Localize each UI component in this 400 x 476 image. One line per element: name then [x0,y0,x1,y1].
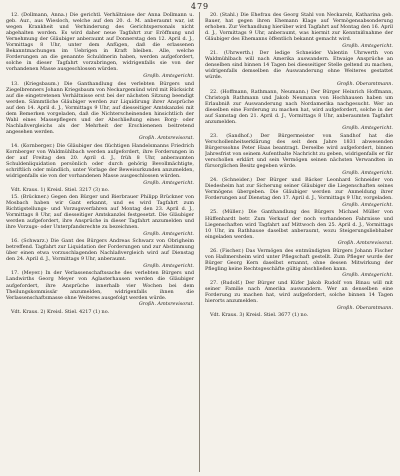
notice-entry: 26. (Fischer.) Das Vermögen des entmündigten Bürgers Johann Fischer von Haßmersheim wird unter Pflegschaft gestellt. Zum Pfleger wurde der Bürger Georg Kern daselbst ernannt, ohne dessen Mitwirkung der Pflegling keine Rechtsgeschäfte gültig abschließen kann. [205,247,393,272]
notice-entry: 12. (Dollmann, Anna.) Die gerichtl. Verhältnisse der Anna Dollmann u. geb. Aur., aus Wiesloch, welche auf den 20. d. M. anberaumt war, ist wegen Krankheit und Verhinderung des Gerichtspersonals nicht abgehalten worden. Es wird daher neue Tagfahrt zur Eröffnung und Vernehmung der Gläubiger anberaumt auf Donnerstag den 12. April d. J., Vormittags 8 Uhr, unter dem Anfügen, daß die erlassenen Bekanntmachungen im Uebrigen in Kraft bleiben. Alle, welche Forderungen an die genannte Schuldnerin haben, werden aufgefordert, solche in dieser Tagfahrt vorzubringen, widrigenfalls sie von der vorhandenen Masse ausgeschlossen würden. [6,12,194,73]
notice-signature: Großh. Amtsgericht. [342,201,393,208]
notice-entry: 16. (Schwarz.) Die Gant des Bürgers Andreas Schwarz von Obrigheim betreffend. Tagfahrt zur Liquidation der Forderungen und zur Abstimmung über einen etwa vorzuschlagenden Nachlaßvergleich wird auf Dienstag den 24. April d. J., Vormittags 9 Uhr, anberaumt. [6,238,194,263]
notice-entry: 21. (Uhrwerth.) Der ledige Schneider Valentin Uhrwerth von Waldmühlbach will nach Amerika auswandern. Etwaige Ansprüche an denselben sind binnen 14 Tagen bei diesseitiger Stelle geltend zu machen, widrigenfalls demselben die Auswanderung ohne Weiteres gestattet würde. [205,50,393,81]
notice-signature: Großh. Amtsgericht. [143,262,194,269]
notice-signature: Großh. Amtsrevisorat. [337,240,393,247]
notice-signature: Großh. Amtsgericht. [342,169,393,176]
notice-entry: 13. (Kriegsbaum.) Die Ganthandlung des verlebten Bürgers und Ziegelbrenners Johann Kriegsbaum von Neckargemünd wird mit Rücksicht auf die eingetretenen Verhältnisse erst bei der nächsten Sitzung beendigt werden. Sämmtliche Gläubiger werden zur Liquidirung ihrer Ansprüche auf den 14. April d. J., Vormittags 9 Uhr, auf diesseitiger Amtskanzlei mit dem Bemerken vorgeladen, daß die Nichterscheinenden hinsichtlich der Wahl eines Massepflegers und der Abschließung eines Borg- oder Nachlaßvergleichs als der Mehrheit der Erschienenen beitretend angesehen werden. [6,80,194,135]
notice-entry: 15. (Brückner.) Gegen den Bürger und Bierbrauer Philipp Brückner von Mosbach haben wir Gant erkannt, und es wird Tagfahrt zum Richtigstellungs- und Vorzugsverfahren auf Montag den 23. April d. J., Vormittags 8 Uhr, auf diesseitiger Amtskanzlei festgesetzt. Die Gläubiger werden aufgefordert, ihre Ansprüche in dieser Tagfahrt anzumelden und ihre Vorzugs- oder Unterpfandsrechte zu bezeichnen. [6,193,194,231]
notice-entry: Vdt. Kraus. 2) Kreisl. Stiel. 4217 (1) no. [11,308,110,315]
notice-signature: Großh. Amtsgericht. [143,72,194,79]
notice-entry: 27. (Rudolf.) Der Bürger und Küfer Jakob Rudolf von Binau will mit seiner Familie nach Amerika auswandern. Wer an denselben eine Forderung zu machen hat, wird aufgefordert, solche binnen 14 Tagen hierorts anzumelden. [205,279,393,305]
notice-signature: Großh. Amtsrevisorat. [138,135,194,142]
notice-entry: 22. (Hoffmann, Rathmann, Neumann.) Der Bürger Heinrich Hoffmann, Christoph Rathmann und Jakob Neumann von Hochhausen haben um Erlaubniß zur Auswanderung nach Nordamerika nachgesucht. Wer an dieselben eine Forderung zu machen hat, wird aufgefordert, solche in der auf Samstag den 21. April d. J., Vormittags 8 Uhr, anberaumten Tagfahrt anzumelden. [205,88,393,125]
notice-entry: 24. (Schneider.) Der Bürger und Bäcker Leonhard Schneider von Diedesheim hat zur Sicherung seiner Gläubiger die Liegenschaften seines Vermögens übergeben. Die Gläubiger werden zur Anmeldung ihrer Forderungen auf Dienstag den 17. April d. J., Vormittags 9 Uhr, vorgeladen. [205,177,393,202]
right-column [205,12,393,472]
notice-signature: Großh. Amtsgericht. [342,42,393,49]
notice-entry: 14. (Kornberger.) Die Gläubiger des flüchtigen Handelsmanns Friedrich Kornberger von Waldmühlbach werden aufgefordert, ihre Forderungen in der auf Freitag den 20. April d. J., früh 8 Uhr, anberaumten Schuldenliquidation persönlich oder durch gehörig Bevollmächtigte, schriftlich oder mündlich, unter Vorlage der Beweisurkunden anzumelden, widrigenfalls sie von der vorhandenen Masse ausgeschlossen würden. [6,142,194,180]
notice-signature: Großh. Oberamtmann. [336,304,393,311]
notice-signature: Großh. Amtsgericht. [143,230,194,237]
notice-entry: 25. (Müller.) Die Ganthandlung des Bürgers Michael Müller von Hüffenhardt betr. Zum Verkauf der noch vorhandenen Fahrnisse und Liegenschaften wird Tagfahrt auf Mittwoch den 25. April d. J., Vormittags 10 Uhr, im Rathhause daselbst anberaumt, wozu Steigerungsliebhaber eingeladen werden. [205,209,393,240]
page-number: 479 [190,2,210,11]
notice-entry: 20. (Stahl.) Die Ehefrau des Georg Stahl von Neckarelz, Katharina geb. Bauer, hat gegen ihren Ehemann Klage auf Vermögensabsonderung erhoben. Zur Verhandlung hierüber wird Tagfahrt auf Montag den 16. April d. J., Vormittags 9 Uhr, anberaumt, was hiermit zur Kenntnißnahme der Gläubiger des Ehemanns öffentlich bekannt gemacht wird. [205,12,393,43]
left-column [6,12,194,472]
notice-signature: Großh. Oberamtmann. [336,81,393,88]
notice-entry: Vdt. Kraus. 1) Kreisl. Stiel. 3217 (3) no. [11,187,110,194]
notice-entry: Vdt. Kraus. 3) Kreisl. Stiel. 3677 (1) no. [210,312,309,319]
notice-signature: Großh. Amtsgericht. [342,125,393,132]
notice-signature: Großh. Amtsrevisorat. [138,301,194,308]
notice-entry: 17. (Meyer.) In der Verlassenschaftssache des verlebten Bürgers und Landwirths Georg Meyer von Aglasterhausen werden die Gläubiger aufgefordert, ihre Ansprüche innerhalb vier Wochen bei dem Theilungskommissär anzumelden, widrigenfalls ihnen die Verlassenschaftsmasse ohne Weiteres ausgefolgt werden würde. [6,270,194,301]
column-divider [199,12,200,472]
notice-signature: Großh. Amtsgericht. [143,179,194,186]
notice-entry: 23. (Sandhof.) Der Bürgermeister von Sandhof hat die Verschollenheitserklärung des seit dem Jahre 1831 abwesenden Bürgerssohns Peter Haas beantragt. Derselbe wird aufgefordert, binnen Jahresfrist von seinem Aufenthalte Nachricht zu geben, widrigenfalls er für verschollen erklärt und sein Vermögen seinen nächsten Verwandten in fürsorglichen Besitz gegeben würde. [205,132,393,170]
notice-signature: Großh. Amtsgericht. [342,272,393,279]
